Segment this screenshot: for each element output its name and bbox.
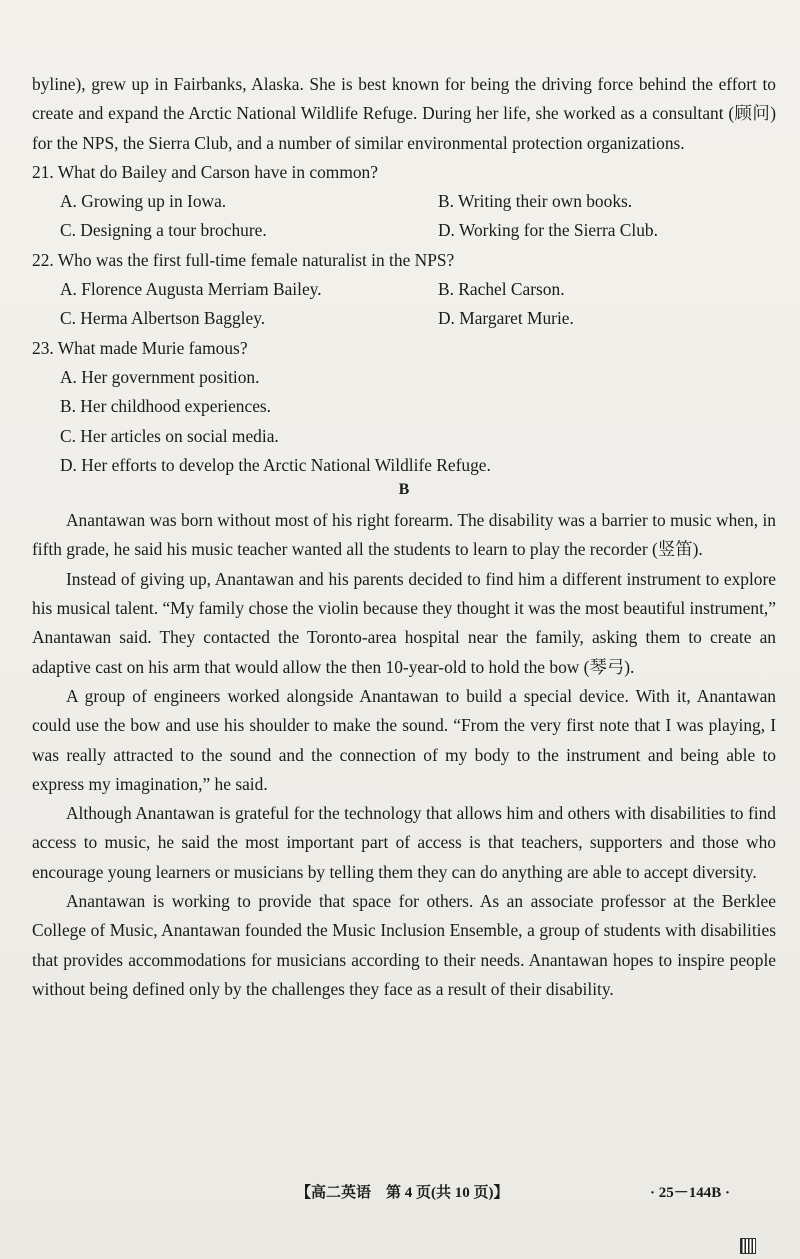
question-21-stem: 21. What do Bailey and Carson have in common? — [32, 161, 378, 182]
page-content — [32, 70, 776, 1004]
question-22-option-b: B. Rachel Carson. — [438, 279, 565, 300]
qr-code-icon — [740, 1238, 756, 1254]
footer-exam-code: · 25－144B · — [650, 1185, 731, 1201]
question-22-option-c: C. Herma Albertson Baggley. — [60, 308, 266, 329]
question-22-options-row-1 — [32, 275, 776, 304]
passage-b-paragraph-1: Anantawan was born without most of his right forearm. The disability was a barrier to music when, in fifth grade, he said his music teacher wanted all the students to learn to play the recorder (竖笛). — [32, 510, 776, 560]
question-23-option-c: C. Her articles on social media. — [60, 425, 279, 446]
question-21-options-row-1 — [32, 187, 776, 216]
question-21-option-b: B. Writing their own books. — [438, 191, 633, 212]
question-22-option-a: A. Florence Augusta Merriam Bailey. — [60, 279, 322, 300]
question-21-option-d: D. Working for the Sierra Club. — [438, 220, 658, 241]
footer-page-info: 【高二英语 第 4 页(共 10 页)】 — [296, 1185, 509, 1201]
question-21-option-a: A. Growing up in Iowa. — [60, 191, 227, 212]
question-22-stem: 22. Who was the first full-time female naturalist in the NPS? — [32, 249, 455, 270]
question-22-options-row-2 — [32, 304, 776, 333]
passage-b-paragraph-4: Although Anantawan is grateful for the technology that allows him and others with disabilities to find access to music, he said the most important part of access is that teachers, supporters and those who encourage young learners or musicians by telling them they can do anything are able to accept diversity. — [32, 803, 776, 882]
section-b-heading: B — [398, 481, 410, 499]
question-22-option-d: D. Margaret Murie. — [438, 308, 574, 329]
passage-b-paragraph-5: Anantawan is working to provide that space for others. As an associate professor at the Berklee College of Music, Anantawan founded the Music Inclusion Ensemble, a group of students with disabilities that provides accommodations for musicians according to their needs. Anantawan hopes to inspire people without being defined only by the challenges they face as a result of their disability. — [32, 891, 776, 999]
question-21-option-c: C. Designing a tour brochure. — [60, 220, 267, 241]
question-23-option-b: B. Her childhood experiences. — [60, 396, 272, 417]
page-footer — [0, 1177, 800, 1203]
question-23-option-d: D. Her efforts to develop the Arctic National Wildlife Refuge. — [60, 454, 491, 475]
question-23-option-a: A. Her government position. — [60, 366, 260, 387]
passage-b-paragraph-3: A group of engineers worked alongside Anantawan to build a special device. With it, Anantawan could use the bow and use his shoulder to make the sound. “From the very first note that I was playing, I was really attracted to the sound and the connection of my body to the instrument and being able to express my imagination,” he said. — [32, 685, 776, 794]
passage-b-paragraph-2: Instead of giving up, Anantawan and his parents decided to find him a different instrument to explore his musical talent. “My family chose the violin because they thought it was the most beautiful instrument,” Anantawan said. They contacted the Toronto-area hospital near the family, asking them to create an adaptive cast on his arm that would allow the then 10-year-old to hold the bow (琴弓). — [32, 568, 776, 677]
question-21-options-row-2 — [32, 216, 776, 245]
question-23-stem: 23. What made Murie famous? — [32, 337, 248, 358]
intro-paragraph: byline), grew up in Fairbanks, Alaska. She is best known for being the driving force behind the effort to create and expand the Arctic National Wildlife Refuge. During her life, she worked as a consultant (顾问) for the NPS, the Sierra Club, and a number of similar environmental protection organizations. — [32, 74, 776, 153]
